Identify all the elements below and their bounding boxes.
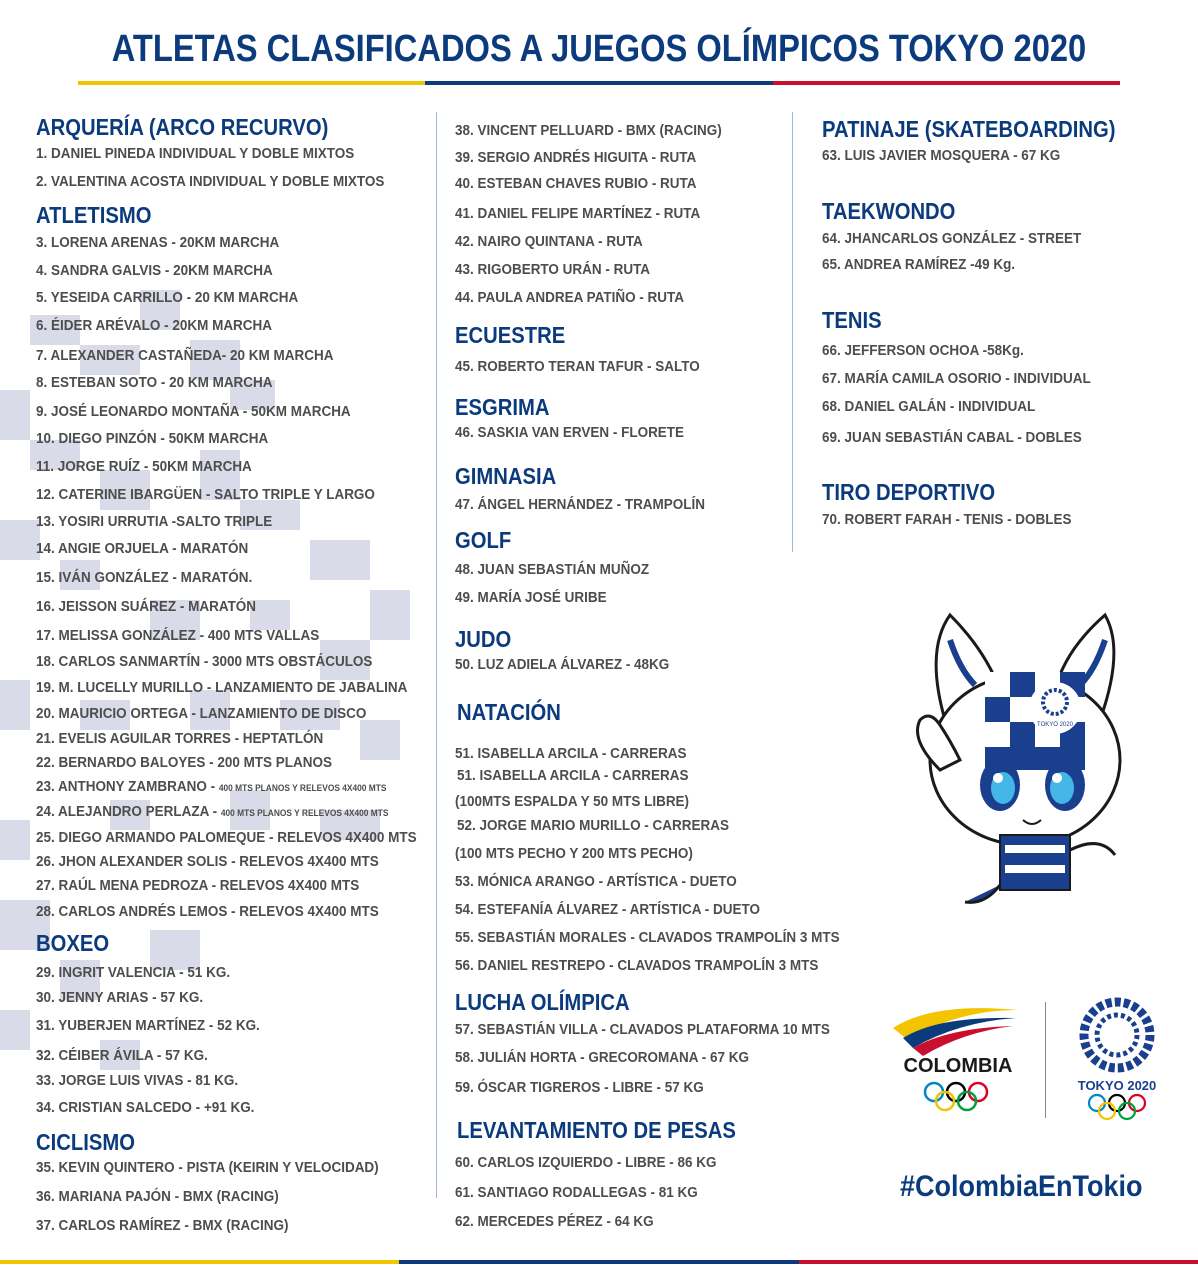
athlete-name: 23. ANTHONY ZAMBRANO -: [36, 779, 219, 795]
athlete-entry: 60. CARLOS IZQUIERDO - LIBRE - 86 KG: [455, 1155, 717, 1171]
athlete-entry: 13. YOSIRI URRUTIA -SALTO TRIPLE: [36, 514, 273, 530]
athlete-entry: 63. LUIS JAVIER MOSQUERA - 67 KG: [822, 148, 1061, 164]
athlete-entry: 53. MÓNICA ARANGO - ARTÍSTICA - DUETO: [455, 874, 737, 890]
athlete-entry: 36. MARIANA PAJÓN - BMX (RACING): [36, 1189, 279, 1205]
athlete-entry: 61. SANTIAGO RODALLEGAS - 81 KG: [455, 1185, 698, 1201]
athlete-entry: 57. SEBASTIÁN VILLA - CLAVADOS PLATAFORMA 10 MTS: [455, 1022, 830, 1038]
athlete-entry: 51. ISABELLA ARCILA - CARRERAS: [455, 746, 687, 762]
tokyo-2020-text: TOKYO 2020: [1077, 1078, 1157, 1093]
column-divider-2: [792, 112, 793, 552]
athlete-entry: 41. DANIEL FELIPE MARTÍNEZ - RUTA: [455, 206, 701, 222]
athlete-entry: (100 MTS PECHO Y 200 MTS PECHO): [455, 846, 693, 862]
athlete-entry: 28. CARLOS ANDRÉS LEMOS - RELEVOS 4X400 MTS: [36, 904, 379, 920]
athlete-entry: 38. VINCENT PELLUARD - BMX (RACING): [455, 123, 722, 139]
athlete-event-small: 400 MTS PLANOS Y RELEVOS 4X400 MTS: [218, 783, 387, 793]
athlete-entry: 66. JEFFERSON OCHOA -58Kg.: [822, 343, 1024, 359]
athlete-entry: 10. DIEGO PINZÓN - 50KM MARCHA: [36, 431, 269, 447]
athlete-entry: 34. CRISTIAN SALCEDO - +91 KG.: [36, 1100, 255, 1116]
athlete-entry: 62. MERCEDES PÉREZ - 64 KG: [455, 1214, 654, 1230]
section-heading-golf: GOLF: [455, 527, 512, 553]
athlete-entry: [36, 804, 388, 820]
athlete-entry: 26. JHON ALEXANDER SOLIS - RELEVOS 4X400 MTS: [36, 854, 379, 870]
athlete-entry: 8. ESTEBAN SOTO - 20 KM MARCHA: [36, 375, 273, 391]
mascot-label: TOKYO 2020: [1037, 722, 1073, 728]
mascot-image: [905, 610, 1145, 910]
athlete-entry: 44. PAULA ANDREA PATIÑO - RUTA: [455, 290, 684, 306]
section-heading-natacion: NATACIÓN: [457, 699, 561, 725]
athlete-entry: 58. JULIÁN HORTA - GRECOROMANA - 67 KG: [455, 1050, 749, 1066]
section-heading-tenis: TENIS: [822, 307, 882, 333]
athlete-entry: 22. BERNARDO BALOYES - 200 MTS PLANOS: [36, 755, 332, 771]
athlete-entry: 40. ESTEBAN CHAVES RUBIO - RUTA: [455, 176, 697, 192]
athlete-entry: 19. M. LUCELLY MURILLO - LANZAMIENTO DE JABALINA: [36, 680, 408, 696]
athlete-entry: 59. ÓSCAR TIGREROS - LIBRE - 57 KG: [455, 1080, 704, 1096]
athlete-entry: 43. RIGOBERTO URÁN - RUTA: [455, 262, 651, 278]
athlete-entry: 50. LUZ ADIELA ÁLVAREZ - 48KG: [455, 657, 670, 673]
athlete-entry: 65. ANDREA RAMÍREZ -49 Kg.: [822, 257, 1016, 273]
athlete-entry: 32. CÉIBER ÁVILA - 57 KG.: [36, 1048, 208, 1064]
athlete-entry: 17. MELISSA GONZÁLEZ - 400 MTS VALLAS: [36, 628, 320, 644]
section-heading-taekwondo: TAEKWONDO: [822, 198, 956, 224]
athlete-name: 24. ALEJANDRO PERLAZA -: [36, 804, 221, 820]
athlete-event-small: 400 MTS PLANOS Y RELEVOS 4X400 MTS: [220, 808, 389, 818]
athlete-entry: 64. JHANCARLOS GONZÁLEZ - STREET: [822, 231, 1082, 247]
athlete-entry: 29. INGRIT VALENCIA - 51 KG.: [36, 965, 231, 981]
athlete-entry: 16. JEISSON SUÁREZ - MARATÓN: [36, 599, 257, 615]
athlete-entry: 39. SERGIO ANDRÉS HIGUITA - RUTA: [455, 150, 697, 166]
athlete-entry: 49. MARÍA JOSÉ URIBE: [455, 590, 607, 606]
athlete-entry: 42. NAIRO QUINTANA - RUTA: [455, 234, 643, 250]
athlete-entry: 69. JUAN SEBASTIÁN CABAL - DOBLES: [822, 430, 1082, 446]
section-heading-ciclismo: CICLISMO: [36, 1129, 135, 1155]
athlete-entry: 33. JORGE LUIS VIVAS - 81 KG.: [36, 1073, 239, 1089]
tokyo-2020-logo: [1062, 990, 1172, 1130]
athlete-entry: 25. DIEGO ARMANDO PALOMEQUE - RELEVOS 4X400 MTS: [36, 830, 417, 846]
athlete-entry: 14. ANGIE ORJUELA - MARATÓN: [36, 541, 249, 557]
athlete-entry: 20. MAURICIO ORTEGA - LANZAMIENTO DE DISCO: [36, 706, 367, 722]
bottom-stripe: [0, 1260, 1198, 1264]
athlete-entry: 1. DANIEL PINEDA INDIVIDUAL Y DOBLE MIXTOS: [36, 146, 355, 162]
athlete-entry: 7. ALEXANDER CASTAÑEDA- 20 KM MARCHA: [36, 348, 334, 364]
athlete-entry: 48. JUAN SEBASTIÁN MUÑOZ: [455, 562, 650, 578]
athlete-entry: 45. ROBERTO TERAN TAFUR - SALTO: [455, 359, 700, 375]
athlete-entry: 35. KEVIN QUINTERO - PISTA (KEIRIN Y VELOCIDAD): [36, 1160, 379, 1176]
athlete-entry: 55. SEBASTIÁN MORALES - CLAVADOS TRAMPOLÍN 3 MTS: [455, 930, 840, 946]
athlete-entry: 9. JOSÉ LEONARDO MONTAÑA - 50KM MARCHA: [36, 404, 351, 420]
section-heading-ecuestre: ECUESTRE: [455, 322, 566, 348]
page-title: ATLETAS CLASIFICADOS A JUEGOS OLÍMPICOS TOKYO 2020: [111, 28, 1087, 70]
athlete-entry: 18. CARLOS SANMARTÍN - 3000 MTS OBSTÁCULOS: [36, 654, 373, 670]
athlete-entry: 27. RAÚL MENA PEDROZA - RELEVOS 4X400 MTS: [36, 878, 360, 894]
athlete-entry: 6. ÉIDER ARÉVALO - 20KM MARCHA: [36, 318, 273, 334]
athlete-entry: 46. SASKIA VAN ERVEN - FLORETE: [455, 425, 685, 441]
title-underline: [78, 81, 1120, 85]
section-heading-lucha: LUCHA OLÍMPICA: [455, 989, 630, 1015]
section-heading-judo: JUDO: [455, 626, 512, 652]
section-heading-esgrima: ESGRIMA: [455, 394, 550, 420]
athlete-entry: 68. DANIEL GALÁN - INDIVIDUAL: [822, 399, 1036, 415]
athlete-entry: 31. YUBERJEN MARTÍNEZ - 52 KG.: [36, 1018, 260, 1034]
athlete-entry: 67. MARÍA CAMILA OSORIO - INDIVIDUAL: [822, 371, 1091, 387]
athlete-entry: 4. SANDRA GALVIS - 20KM MARCHA: [36, 263, 273, 279]
athlete-entry: 11. JORGE RUÍZ - 50KM MARCHA: [36, 459, 252, 475]
athlete-entry: 51. ISABELLA ARCILA - CARRERAS: [457, 768, 689, 784]
section-heading-atletismo: ATLETISMO: [36, 202, 152, 228]
section-heading-pesas: LEVANTAMIENTO DE PESAS: [457, 1117, 736, 1143]
section-heading-arqueria: ARQUERÍA (ARCO RECURVO): [36, 114, 329, 140]
athlete-entry: 37. CARLOS RAMÍREZ - BMX (RACING): [36, 1218, 289, 1234]
athlete-entry: 70. ROBERT FARAH - TENIS - DOBLES: [822, 512, 1072, 528]
logo-divider: [1045, 1002, 1046, 1118]
section-heading-patinaje: PATINAJE (SKATEBOARDING): [822, 116, 1116, 142]
athlete-entry: (100MTS ESPALDA Y 50 MTS LIBRE): [455, 794, 690, 810]
athlete-entry: 12. CATERINE IBARGÜEN - SALTO TRIPLE Y LARGO: [36, 487, 375, 503]
athlete-entry: 15. IVÁN GONZÁLEZ - MARATÓN.: [36, 570, 253, 586]
colombia-olympic-logo: [888, 1000, 1028, 1120]
athlete-entry: 21. EVELIS AGUILAR TORRES - HEPTATLÓN: [36, 731, 324, 747]
athlete-entry: 3. LORENA ARENAS - 20KM MARCHA: [36, 235, 280, 251]
section-heading-tiro: TIRO DEPORTIVO: [822, 479, 996, 505]
athlete-entry: 54. ESTEFANÍA ÁLVAREZ - ARTÍSTICA - DUETO: [455, 902, 760, 918]
column-divider-1: [436, 112, 437, 1198]
athlete-entry: 47. ÁNGEL HERNÁNDEZ - TRAMPOLÍN: [455, 497, 705, 513]
hashtag: #ColombiaEnTokio: [900, 1170, 1143, 1203]
section-heading-gimnasia: GIMNASIA: [455, 463, 557, 489]
athlete-entry: 52. JORGE MARIO MURILLO - CARRERAS: [457, 818, 729, 834]
athlete-entry: [36, 779, 386, 795]
athlete-entry: 5. YESEIDA CARRILLO - 20 KM MARCHA: [36, 290, 299, 306]
athlete-entry: 56. DANIEL RESTREPO - CLAVADOS TRAMPOLÍN 3 MTS: [455, 958, 819, 974]
athlete-entry: 30. JENNY ARIAS - 57 KG.: [36, 990, 204, 1006]
colombia-text: COLOMBIA: [903, 1055, 1013, 1077]
athlete-entry: 2. VALENTINA ACOSTA INDIVIDUAL Y DOBLE MIXTOS: [36, 174, 385, 190]
section-heading-boxeo: BOXEO: [36, 930, 110, 956]
